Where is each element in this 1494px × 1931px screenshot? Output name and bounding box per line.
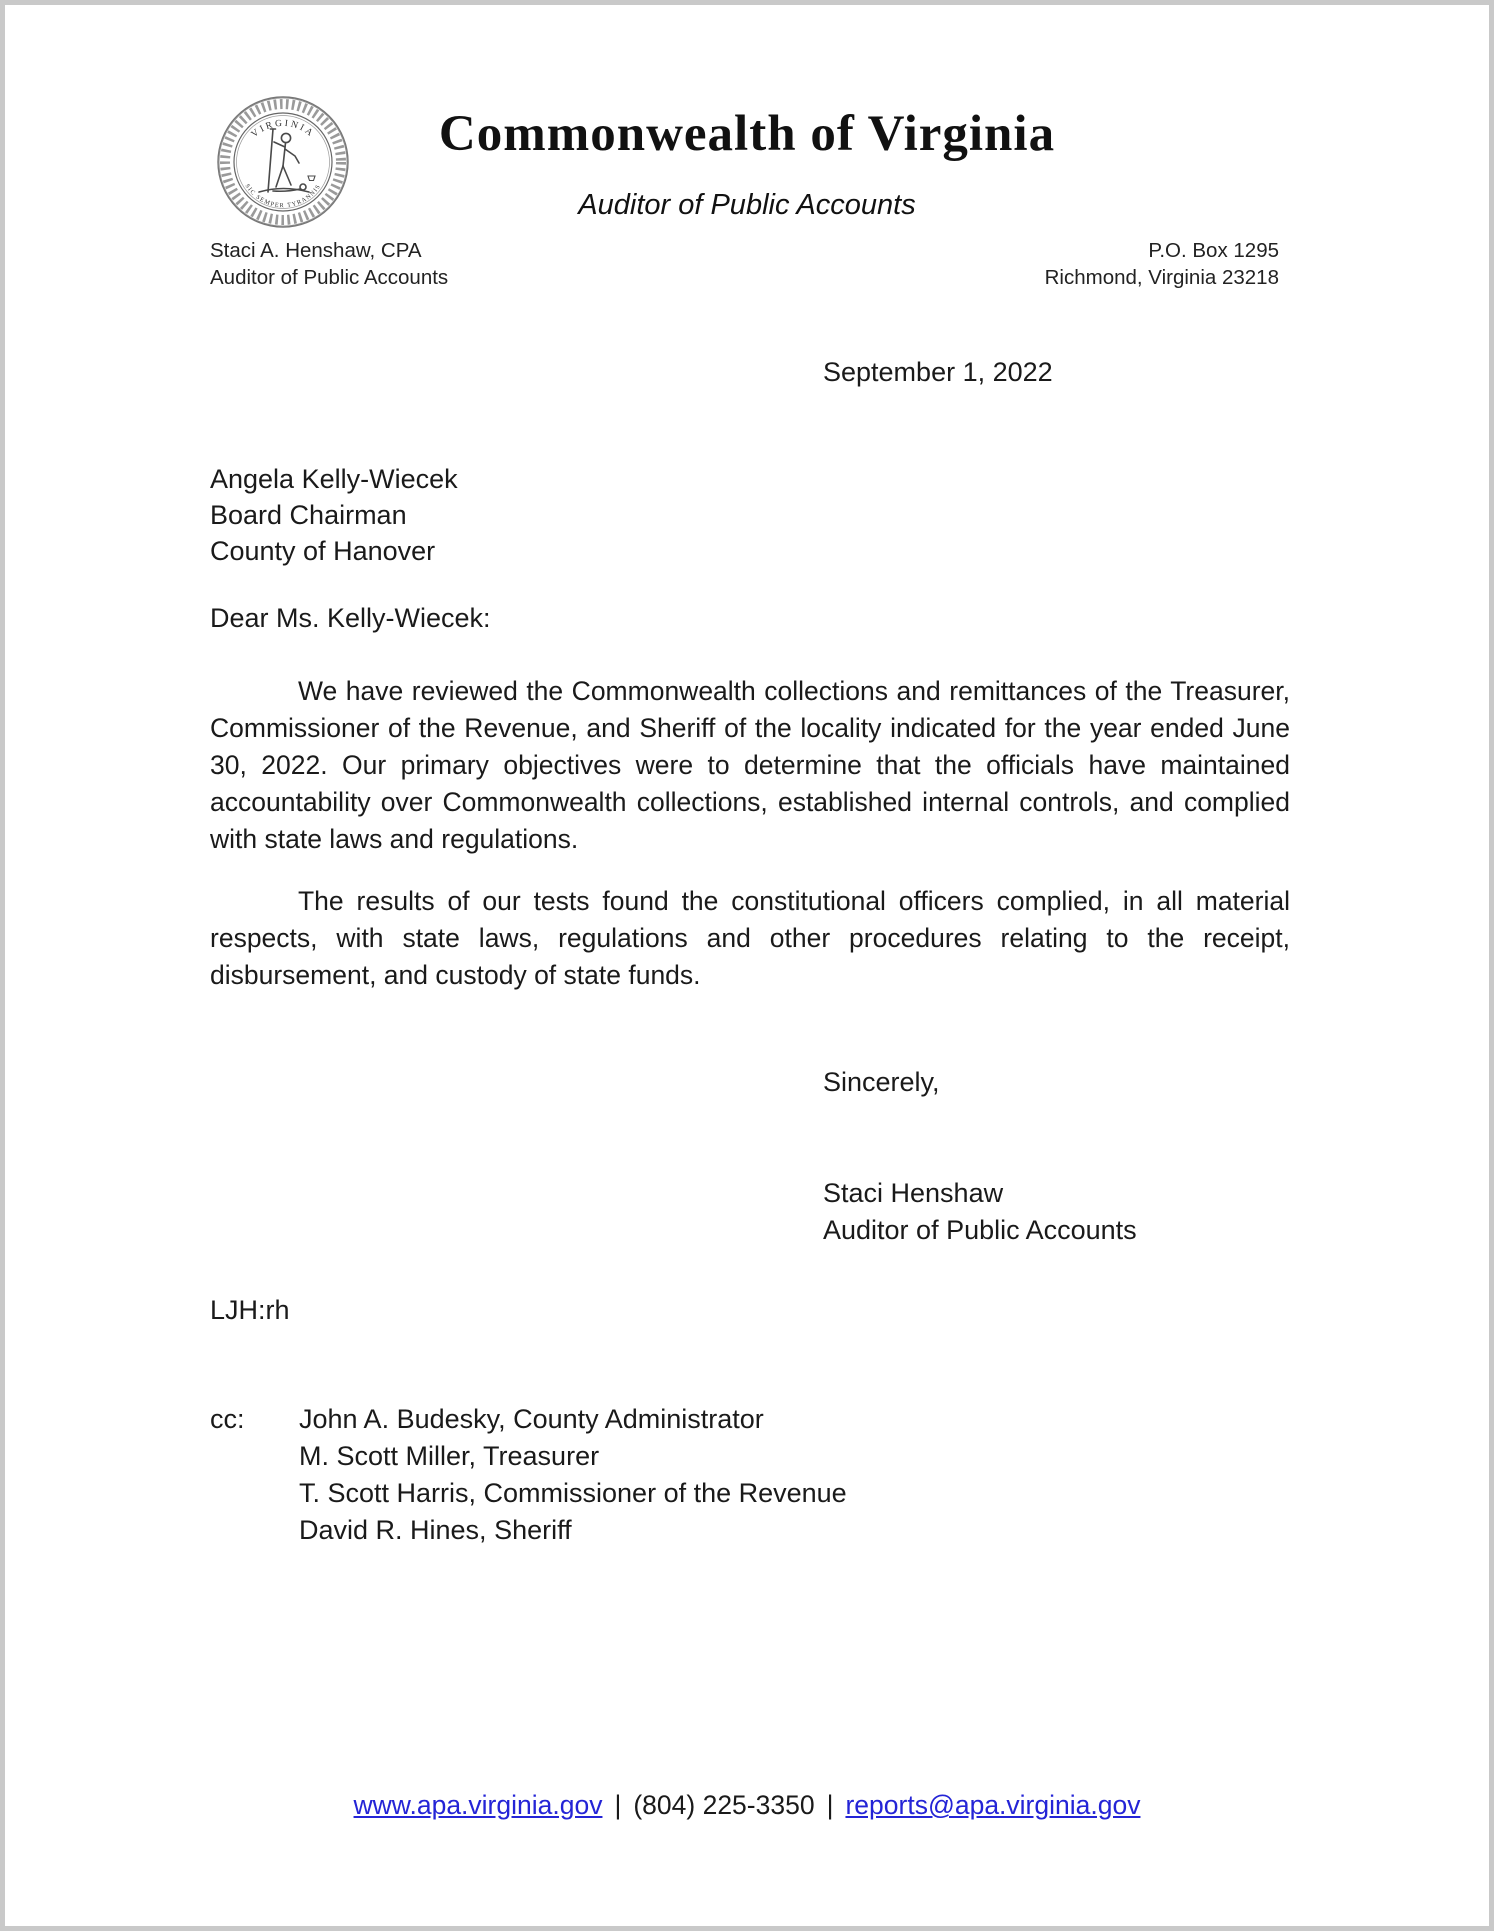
cc-item: M. Scott Miller, Treasurer: [299, 1441, 600, 1471]
typist-initials: LJH:rh: [210, 1295, 290, 1325]
recipient-locality: County of Hanover: [210, 536, 436, 566]
cc-label: cc:: [210, 1404, 245, 1434]
email-link[interactable]: reports@apa.virginia.gov: [845, 1790, 1141, 1820]
po-box-line: P.O. Box 1295: [1148, 239, 1279, 262]
cc-item: John A. Budesky, County Administrator: [299, 1404, 764, 1434]
office-address-block: [1045, 237, 1279, 291]
signer-name: Staci Henshaw: [823, 1178, 1004, 1208]
footer-separator: |: [826, 1790, 834, 1820]
cc-item: T. Scott Harris, Commissioner of the Revenue: [299, 1478, 847, 1508]
footer-separator: |: [614, 1790, 622, 1820]
organization-title: Commonwealth of Virginia: [438, 106, 1056, 162]
recipient-title: Board Chairman: [210, 500, 407, 530]
signer-title: Auditor of Public Accounts: [823, 1215, 1137, 1245]
city-state-zip-line: Richmond, Virginia 23218: [1044, 266, 1279, 289]
cc-block: [210, 1401, 847, 1549]
organization-subtitle: Auditor of Public Accounts: [578, 189, 916, 221]
auditor-name-block: [210, 237, 448, 291]
seal-bottom-text: SIC SEMPER TYRANNIS: [243, 182, 323, 210]
auditor-title: Auditor of Public Accounts: [210, 266, 449, 289]
phone-number: (804) 225-3350: [633, 1790, 815, 1820]
seal-top-text: VIRGINIA: [249, 118, 317, 140]
website-link[interactable]: www.apa.virginia.gov: [353, 1790, 603, 1820]
recipient-block: [210, 461, 458, 569]
signature-block: [823, 1175, 1137, 1249]
contact-footer: [5, 1790, 1489, 1821]
letter-date: September 1, 2022: [823, 357, 1053, 387]
closing: Sincerely,: [823, 1067, 940, 1097]
cc-list: [299, 1401, 847, 1549]
body-paragraph-2: The results of our tests found the constitutional officers complied, in all material respects, with state laws, regulations and other procedures relating to the receipt, disbursement, and custody of state funds.: [210, 886, 1290, 990]
cc-item: David R. Hines, Sheriff: [299, 1515, 572, 1545]
salutation: Dear Ms. Kelly-Wiecek:: [210, 603, 491, 633]
auditor-name: Staci A. Henshaw, CPA: [210, 239, 422, 262]
body-paragraph-1: We have reviewed the Commonwealth collections and remittances of the Treasurer, Commissioner of the Revenue, and Sheriff of the locality indicated for the year ended June 30, 2022. Our primary objectives were to determine that the officials have maintained accountability over Commonwealth collections, established internal controls, and complied with state laws and regulations.: [210, 676, 1290, 854]
recipient-name: Angela Kelly-Wiecek: [210, 464, 458, 494]
